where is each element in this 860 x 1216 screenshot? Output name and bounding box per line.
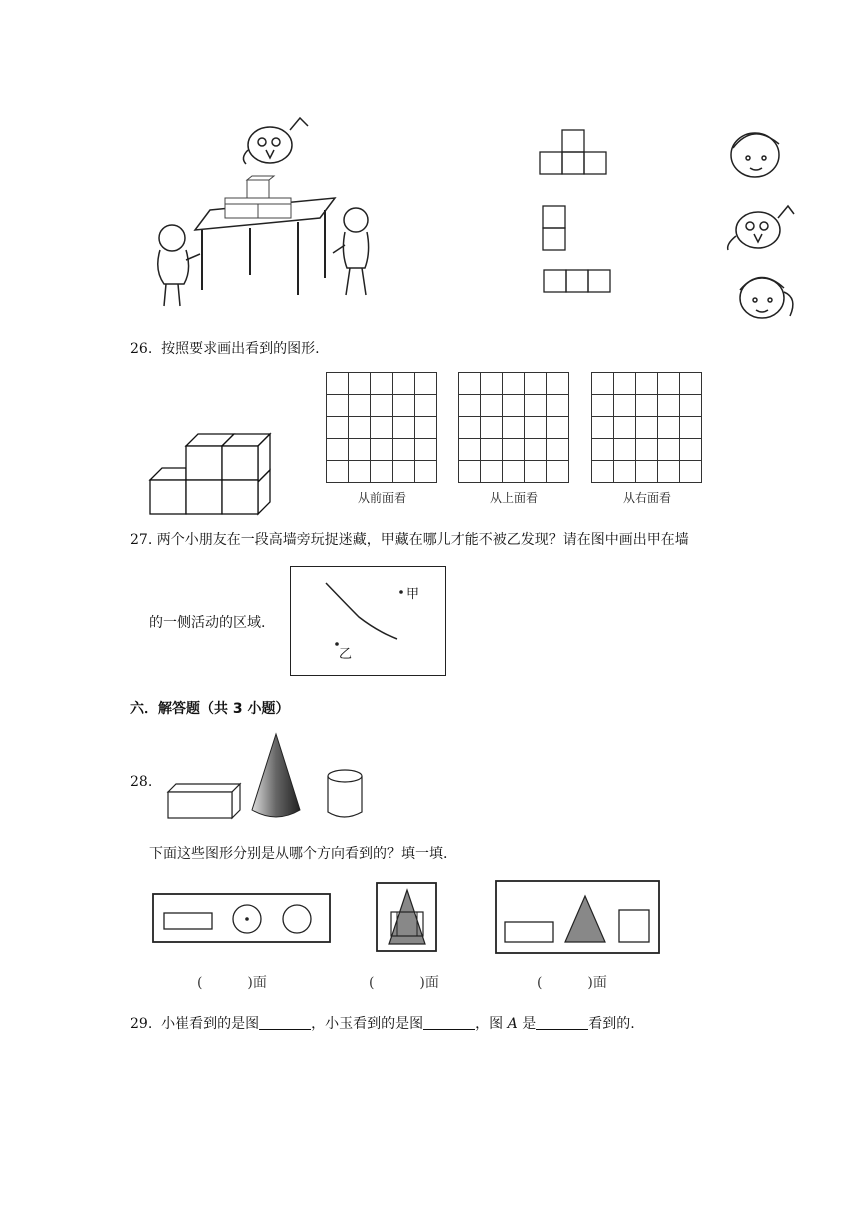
caption-top: 从上面看 (489, 491, 538, 505)
grid-right (591, 372, 703, 484)
q28-text: 下面这些图形分别是从哪个方向看到的？填一填. (149, 846, 448, 862)
view-box-2 (376, 882, 438, 954)
q28-answer-2: ( )面 (369, 975, 439, 991)
q28-answer-1: ( )面 (197, 975, 267, 991)
q26-number: 26. (130, 341, 153, 357)
cone-shape (252, 734, 300, 817)
q27-line (130, 531, 689, 549)
q26-text: 按照要求画出看到的图形. (161, 341, 320, 357)
view-box-3 (495, 880, 661, 956)
q27-text: 两个小朋友在一段高墙旁玩捉迷藏，甲藏在哪儿才能不被乙发现？请在图中画出甲在墙 (156, 532, 689, 548)
q27-number: 27. (130, 532, 153, 548)
boy-icon (333, 208, 369, 295)
table-scene-illustration (140, 110, 350, 315)
cube-stack-figure (148, 430, 278, 516)
girl-face-icon (740, 277, 793, 318)
q29-blank-3[interactable] (536, 1015, 588, 1030)
q28-number: 28. (130, 774, 153, 790)
q26-line (130, 340, 320, 358)
label-jia: 甲 (406, 587, 420, 602)
section-6-title: 六．解答题（共 3 小题） (130, 701, 290, 717)
figure-letter: A (507, 1016, 518, 1032)
q29-number: 29. (130, 1016, 153, 1032)
bird-icon (243, 118, 308, 164)
q29-blank-1[interactable] (259, 1015, 311, 1030)
view-box-1 (152, 893, 332, 945)
grid-front (326, 372, 438, 484)
views-illustration (530, 120, 810, 320)
q27-text-cont: 的一侧活动的区域. (149, 615, 266, 631)
q29-blank-2[interactable] (423, 1015, 475, 1030)
q28-answer-3-blank[interactable] (547, 975, 583, 989)
q29-line: 29. 小崔看到的是图 ，小玉看到的是图 ，图 A 是 看到的. (130, 1016, 635, 1032)
q28-answer-3: ( )面 (537, 975, 607, 991)
caption-right: 从右面看 (622, 491, 671, 505)
label-yi: 乙 (339, 647, 353, 662)
grid-top (458, 372, 570, 484)
q28-answer-1-blank[interactable] (207, 975, 243, 989)
q28-answer-2-blank[interactable] (379, 975, 415, 989)
caption-front: 从前面看 (357, 491, 406, 505)
bird-face-icon (728, 206, 794, 250)
boy-face-icon (731, 133, 779, 177)
solids-figure (162, 732, 372, 824)
girl-icon (158, 225, 200, 306)
wall-diagram (290, 566, 446, 676)
